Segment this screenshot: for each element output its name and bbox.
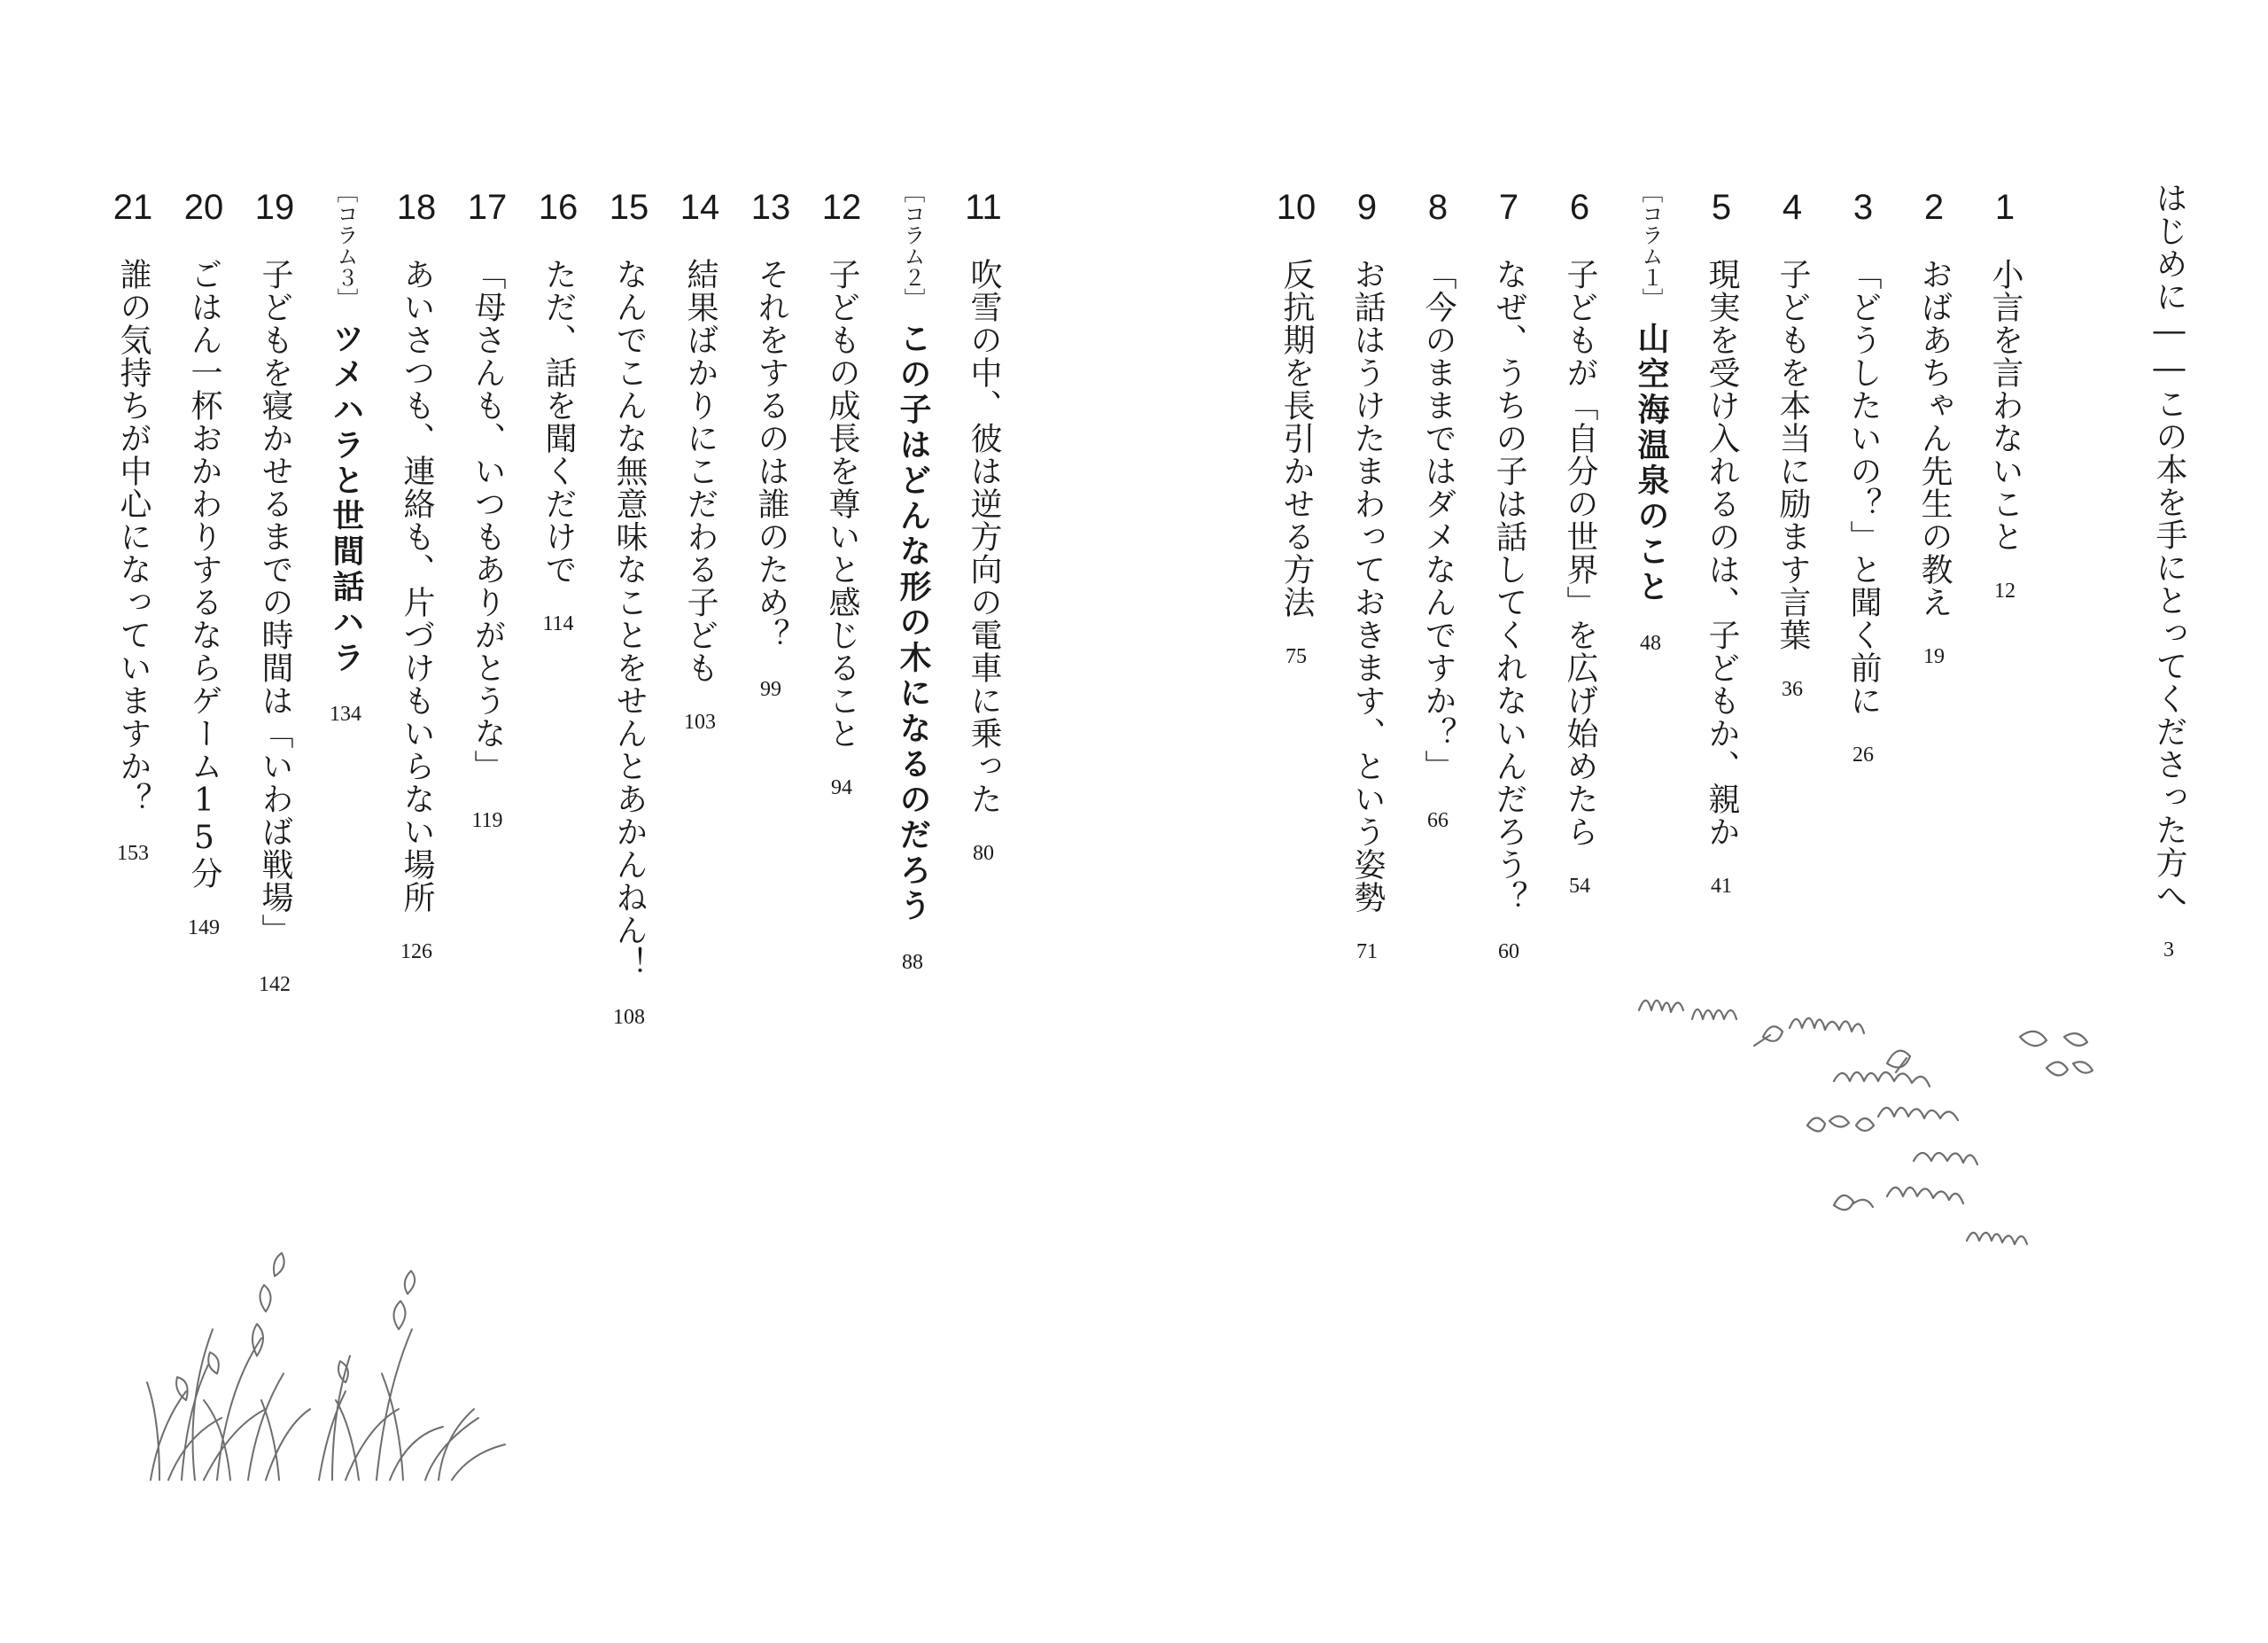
toc-entry — [1407, 182, 1469, 1440]
entry-number: 21 — [113, 188, 153, 227]
entry-title: 子どもを寝かせるまでの時間は「いわば戦場」 — [257, 258, 293, 946]
toc-entry — [1265, 182, 1327, 1440]
entry-page: 134 — [330, 703, 361, 726]
toc-entry — [1336, 182, 1398, 1440]
entry-title: 結果ばかりにこだわる子ども — [682, 258, 718, 684]
entry-page: 66 — [1427, 809, 1449, 832]
entry-number: 4 — [1782, 188, 1803, 227]
entry-title: 「どうしたいの？」と聞く前に — [1845, 258, 1882, 717]
entry-page: 26 — [1852, 744, 1874, 767]
entry-page: 48 — [1640, 632, 1661, 655]
toc-entry — [811, 182, 873, 1440]
entry-page: 149 — [188, 916, 220, 939]
entry-page: 114 — [542, 612, 574, 635]
toc-entry — [1478, 182, 1540, 1440]
entry-page: 119 — [471, 809, 503, 832]
entry-page: 126 — [400, 940, 432, 963]
entry-number: 11 — [965, 188, 1002, 227]
entry-page: 36 — [1782, 678, 1803, 701]
entry-title: 誰の気持ちが中心になっていますか？ — [115, 258, 151, 815]
entry-page: 103 — [684, 711, 716, 734]
entry-title: ただ、話を聞くだけで — [540, 258, 577, 586]
entry-number: 8 — [1427, 188, 1449, 227]
entry-page: 41 — [1711, 875, 1732, 898]
entry-title: おばあちゃん先生の教え — [1916, 258, 1953, 619]
entry-title: あいさつも、連絡も、片づけもいらない場所 — [399, 258, 435, 914]
grass-sketch-illustration — [133, 1241, 540, 1507]
entry-title: なぜ、うちの子は話してくれないんだろう？ — [1491, 258, 1527, 914]
entry-page: 75 — [1285, 645, 1307, 668]
entry-number: 14 — [680, 188, 720, 227]
entry-page: 142 — [259, 973, 291, 996]
column-label: ［コラム３］ — [333, 182, 358, 309]
entry-page: 94 — [831, 776, 852, 799]
entry-title: 子どもの成長を尊いと感じること — [824, 258, 860, 750]
entry-title: 反抗期を長引かせる方法 — [1278, 258, 1315, 619]
entry-page: 71 — [1356, 940, 1378, 963]
entry-number: 6 — [1569, 188, 1590, 227]
toc-entry — [669, 182, 731, 1440]
entry-number: 7 — [1498, 188, 1519, 227]
entry-number: 17 — [467, 188, 508, 227]
entry-number: 3 — [1852, 188, 1874, 227]
entry-page: 80 — [973, 842, 994, 865]
entry-title: 「今のままではダメなんですか？」 — [1420, 258, 1456, 783]
entry-number: 13 — [750, 188, 791, 227]
entry-title: 子どもを本当に励ます言葉 — [1775, 258, 1811, 651]
entry-page: 3 — [2163, 938, 2174, 962]
entry-page: 153 — [117, 842, 149, 865]
entry-title: はじめに――この本を手にとってくださった方へ — [2151, 182, 2187, 912]
vine-sketch-illustration — [1630, 984, 2197, 1338]
entry-number: 10 — [1276, 188, 1317, 227]
entry-number: 15 — [609, 188, 649, 227]
entry-number: 18 — [396, 188, 437, 227]
entry-page: 60 — [1498, 940, 1519, 963]
entry-number: 1 — [1994, 188, 2016, 227]
entry-title: 山空海温泉のこと — [1633, 322, 1669, 605]
toc-entry — [952, 182, 1014, 1440]
entry-page: 99 — [760, 678, 781, 701]
entry-page: 54 — [1569, 875, 1590, 898]
toc-entry — [598, 182, 660, 1440]
entry-page: 19 — [1923, 645, 1945, 668]
entry-page: 88 — [902, 951, 923, 974]
entry-number: 12 — [821, 188, 862, 227]
toc-entry — [740, 182, 802, 1440]
entry-title: 子どもが「自分の世界」を広げ始めたら — [1562, 258, 1598, 848]
column-label: ［コラム２］ — [900, 182, 925, 309]
entry-page: 108 — [613, 1006, 645, 1029]
entry-number: 20 — [183, 188, 224, 227]
toc-entry — [1549, 182, 1611, 1440]
entry-number: 16 — [538, 188, 579, 227]
entry-number: 2 — [1923, 188, 1945, 227]
toc-column — [882, 182, 944, 1440]
entry-number: 19 — [254, 188, 295, 227]
entry-number: 5 — [1711, 188, 1732, 227]
entry-title: ごはん一杯おかわりするならゲーム15分 — [186, 258, 222, 890]
entry-title: この子はどんな形の木になるのだろう — [895, 322, 931, 924]
entry-title: 吹雪の中、彼は逆方向の電車に乗った — [966, 258, 1002, 815]
entry-title: それをするのは誰のため？ — [753, 258, 789, 651]
entry-title: ツメハラと世間話ハラ — [328, 322, 364, 676]
column-label: ［コラム１］ — [1638, 182, 1663, 309]
entry-title: 小言を言わないこと — [1987, 258, 2023, 553]
entry-title: なんでこんな無意味なことをせんとあかんねん！ — [611, 258, 648, 979]
entry-page: 12 — [1994, 580, 2016, 603]
entry-title: お話はうけたまわっておきます、という姿勢 — [1349, 258, 1386, 914]
entry-number: 9 — [1356, 188, 1378, 227]
entry-title: 現実を受け入れるのは、子どもか、親か — [1704, 258, 1740, 848]
entry-title: 「母さんも、いつもありがとうな」 — [470, 258, 506, 783]
